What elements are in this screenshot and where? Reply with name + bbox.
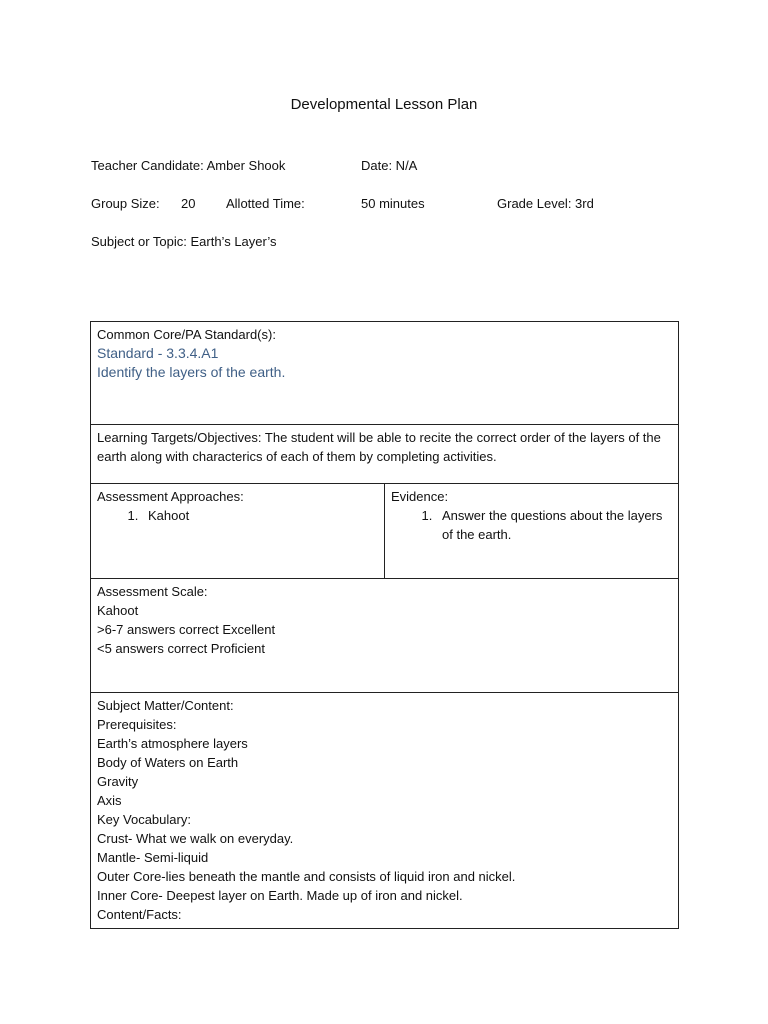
evidence-label: Evidence:: [391, 489, 449, 504]
standard-code: Standard - 3.3.4.A1: [97, 345, 219, 361]
subject-matter-cell: [91, 693, 679, 929]
date: Date: N/A: [361, 158, 418, 173]
scale-line: <5 answers correct Proficient: [97, 641, 265, 656]
content-line: Body of Waters on Earth: [97, 755, 239, 770]
assessment-approaches-cell: [91, 484, 385, 579]
allotted-time-label: Allotted Time:: [226, 196, 305, 211]
content-line: Mantle- Semi-liquid: [97, 850, 209, 865]
content-line: Outer Core-lies beneath the mantle and consists of liquid iron and nickel.: [97, 869, 516, 884]
assessment-approaches-list: [97, 506, 378, 525]
list-item: 1. Kahoot: [142, 506, 378, 525]
group-size-label: Group Size:: [91, 196, 160, 211]
objectives-text: Learning Targets/Objectives: The student will be able to recite the correct order of the layers of the earth along with characterics of each of them by completing activities.: [97, 430, 661, 464]
assessment-scale-row: [91, 579, 679, 693]
standards-row: [91, 322, 679, 425]
list-item: 1. Answer the questions about the layers of the earth.: [436, 506, 672, 544]
content-line: Content/Facts:: [97, 907, 182, 922]
group-size-value: 20: [181, 196, 196, 211]
assessment-approaches-label: Assessment Approaches:: [97, 489, 244, 504]
standards-label: Common Core/PA Standard(s):: [97, 327, 276, 342]
content-line: Inner Core- Deepest layer on Earth. Made up of iron and nickel.: [97, 888, 463, 903]
content-line: Axis: [97, 793, 122, 808]
content-line: Crust- What we walk on everyday.: [97, 831, 294, 846]
assessment-scale-label: Assessment Scale:: [97, 584, 208, 599]
standard-description: Identify the layers of the earth.: [97, 364, 286, 380]
content-line: Prerequisites:: [97, 717, 177, 732]
objectives-cell: [91, 425, 679, 484]
allotted-time-value: 50 minutes: [361, 196, 425, 211]
subject-matter-label: Subject Matter/Content:: [97, 698, 234, 713]
evidence-cell: [385, 484, 679, 579]
standards-cell: [91, 322, 679, 425]
lesson-plan-table: [90, 321, 679, 929]
content-line: Gravity: [97, 774, 139, 789]
subject-matter-row: [91, 693, 679, 929]
scale-line: >6-7 answers correct Excellent: [97, 622, 276, 637]
assessment-scale-cell: [91, 579, 679, 693]
content-line: Earth’s atmosphere layers: [97, 736, 248, 751]
scale-line: Kahoot: [97, 603, 139, 618]
subject-topic: Subject or Topic: Earth’s Layer’s: [91, 234, 277, 249]
page-title: Developmental Lesson Plan: [290, 96, 478, 113]
content-line: Key Vocabulary:: [97, 812, 191, 827]
grade-level: Grade Level: 3rd: [497, 196, 594, 211]
assessment-row: [91, 484, 679, 579]
objectives-row: [91, 425, 679, 484]
evidence-list: [391, 506, 672, 544]
teacher-candidate: Teacher Candidate: Amber Shook: [91, 158, 286, 173]
